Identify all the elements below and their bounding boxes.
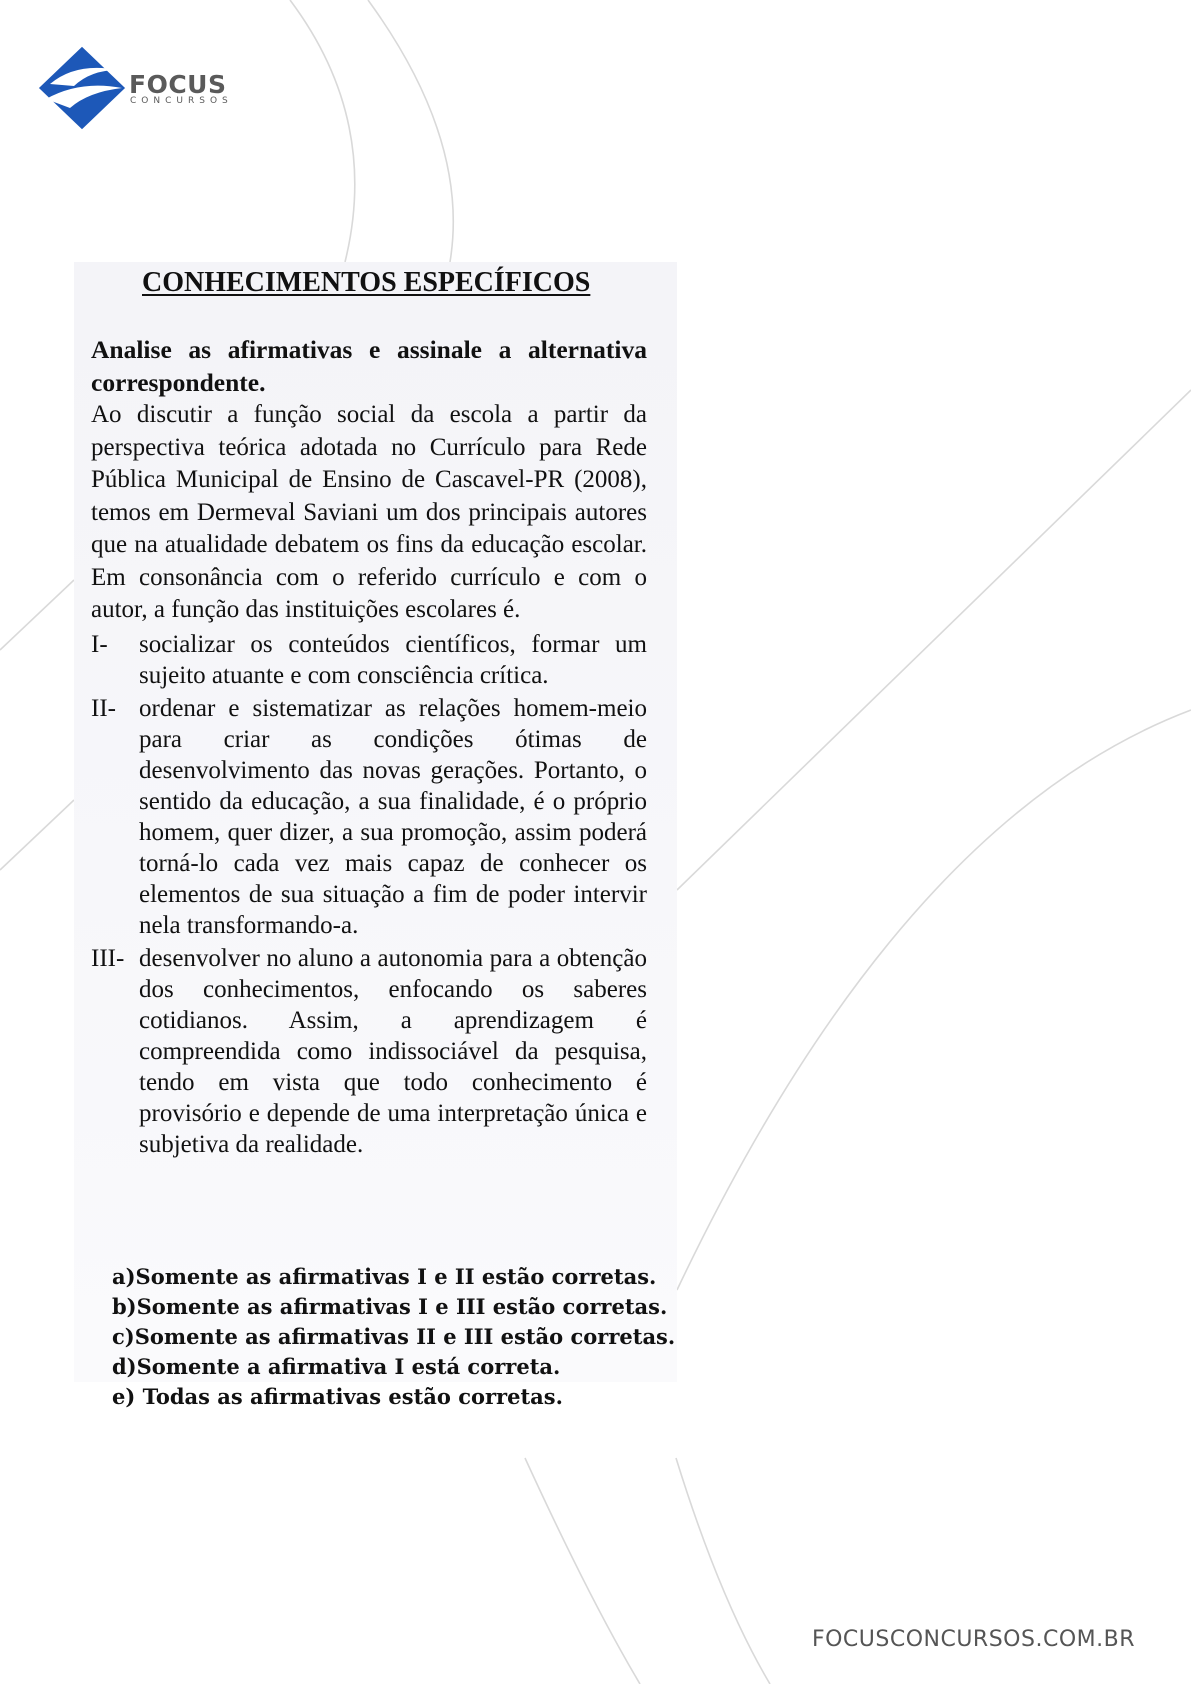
statement-number: II- bbox=[91, 694, 116, 722]
logo-subtitle: CONCURSOS bbox=[130, 96, 233, 106]
statement-item bbox=[91, 943, 647, 1160]
alternative-c: c)Somente as afirmativas II e III estão corretas. bbox=[112, 1324, 676, 1349]
statement-number: III- bbox=[91, 944, 125, 972]
answer-alternatives bbox=[112, 1262, 675, 1412]
question-instruction: Analise as afirmativas e assinale a alternativa correspondente. bbox=[91, 335, 647, 397]
alternative-d: d)Somente a afirmativa I está correta. bbox=[112, 1354, 561, 1379]
question-stem: Ao discutir a função social da escola a partir da perspectiva teórica adotada no Currículo para Rede Pública Municipal de Ensino de Cascavel-PR (2008), temos em Dermeval Saviani um dos principais autores que na atualidade debatem os fins da educação escolar. Em consonância com o referido currículo e com o autor, a função das instituições escolares é. bbox=[91, 401, 647, 623]
alternative-b: b)Somente as afirmativas I e III estão corretas. bbox=[112, 1294, 668, 1319]
statement-item bbox=[91, 693, 647, 941]
footer-website: FOCUSCONCURSOS.COM.BR bbox=[811, 1627, 1135, 1652]
alternative-e: e) Todas as afirmativas estão corretas. bbox=[112, 1384, 563, 1409]
logo-wordmark: FOCUS bbox=[129, 70, 227, 99]
statement-text: socializar os conteúdos científicos, formar um sujeito atuante e com consciência crítica. bbox=[139, 630, 647, 689]
alternative-a: a)Somente as afirmativas I e II estão corretas. bbox=[112, 1264, 657, 1289]
question-body bbox=[91, 334, 647, 1160]
statement-text: ordenar e sistematizar as relações homem-meio para criar as condições ótimas de desenvolvimento das novas gerações. Portanto, o sentido da educação, a sua finalidade, é o próprio homem, quer dizer, a sua promoção, assim poderá torná-lo cada vez mais capaz de conhecer os elementos de sua situação a fim de poder intervir nela transformando-a. bbox=[139, 694, 647, 939]
statement-item bbox=[91, 629, 647, 691]
statement-number: I- bbox=[91, 630, 108, 658]
section-title: CONHECIMENTOS ESPECÍFICOS bbox=[142, 267, 591, 298]
statement-text: desenvolver no aluno a autonomia para a obtenção dos conhecimentos, enfocando os saberes cotidianos. Assim, a aprendizagem é compreendida como indissociável da pesquisa, tendo em vista que todo conhecimento é provisório e depende de uma interpretação única e subjetiva da realidade. bbox=[139, 944, 647, 1158]
